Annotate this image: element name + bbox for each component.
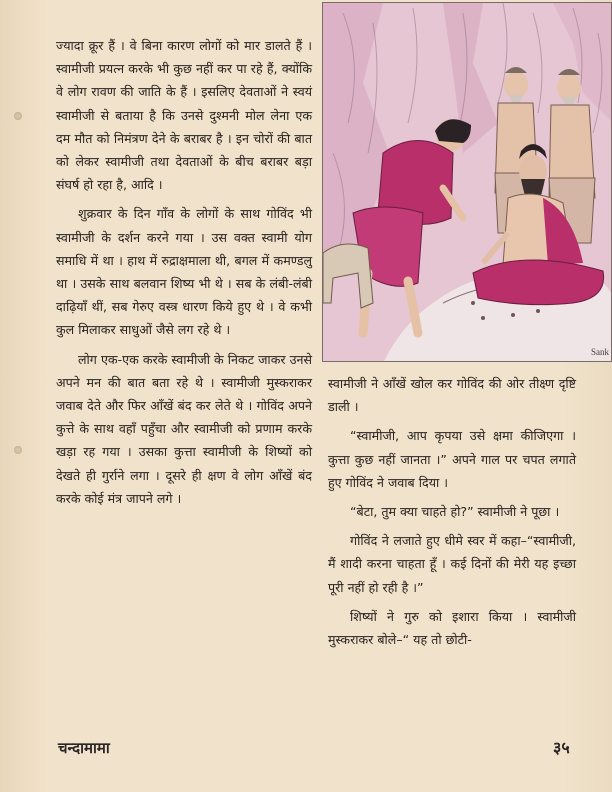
- illustration-drawing: [323, 3, 612, 362]
- paragraph: ज्यादा क्रूर हैं । वे बिना कारण लोगों को मार डालते हैं । स्वामीजी प्रयत्न करके भी कुछ नहीं कर पा रहे हैं, क्योंकि वे लोग रावण की जाति के हैं । इसलिए देवताओं ने स्वयं स्वामीजी से बताया है कि उनसे दुश्मनी मोल लेना एक दम मौत को निमंत्रण देने के बराबर है । इन चोरों की बात को लेकर स्वामीजी तथा देवताओं के बीच बराबर बड़ा संघर्ष हो रहा है, आदि ।: [56, 38, 312, 193]
- binding-hole: [14, 112, 22, 120]
- story-illustration: [322, 2, 612, 362]
- paragraph: शिष्यों ने गुरु को इशारा किया । स्वामीजी मुस्कराकर बोले–“ यह तो छोटी-: [328, 608, 576, 648]
- paragraph: लोग एक-एक करके स्वामीजी के निकट जाकर उनसे अपने मन की बात बता रहे थे । स्वामीजी मुस्कराकर जवाब देते और फिर आँखें बंद कर लेते थे । गोविंद अपने कुत्ते के साथ वहाँ पहुँचा और स्वामीजी को प्रणाम करके खड़ा रह गया । उसका कुत्ता स्वामीजी के शिष्यों को देखते ही गुर्राने लगा । दूसरे ही क्षण वे लोग आँखें बंद करके कोई मंत्र जापने लगे ।: [56, 351, 312, 506]
- paragraph: “स्वामीजी, आप कृपया उसे क्षमा कीजिएगा । कुत्ता कुछ नहीं जानता ।” अपने गाल पर चपत लगाते हुए गोविंद ने जवाब दिया ।: [328, 428, 576, 490]
- page-number: ३५: [553, 738, 570, 757]
- paragraph: गोविंद ने लजाते हुए धीमे स्वर में कहा–“स्वामीजी, मैं शादी करना चाहता हूँ । कई दिनों की मेरी यह इच्छा पूरी नहीं हो रही है ।”: [328, 533, 576, 595]
- magazine-title: चन्दामामा: [58, 739, 110, 757]
- paragraph: स्वामीजी ने आँखें खोल कर गोविंद की ओर तीक्ष्ण दृष्टि डाली ।: [328, 376, 576, 415]
- paragraph: “बेटा, तुम क्या चाहते हो?” स्वामीजी ने पूछा ।: [350, 504, 560, 520]
- artist-signature: Sank: [591, 347, 609, 357]
- binding-hole: [14, 446, 22, 454]
- right-text-column: [328, 372, 576, 657]
- left-text-column: [56, 34, 312, 516]
- paragraph: शुक्रवार के दिन गाँव के लोगों के साथ गोविंद भी स्वामीजी के दर्शन करने गया । उस वक्त स्वामी योग समाधि में था । हाथ में रुद्राक्षमाला थी, बगल में कमण्डलु था । उसके साथ बलवान शिष्य भी थे । सब के लंबी-लंबी दाढ़ियाँ थीं, सब गेरुए वस्त्र धारण किये हुए थे । वे कभी कुल मिलाकर साधुओं जैसे लग रहे थे ।: [56, 206, 312, 338]
